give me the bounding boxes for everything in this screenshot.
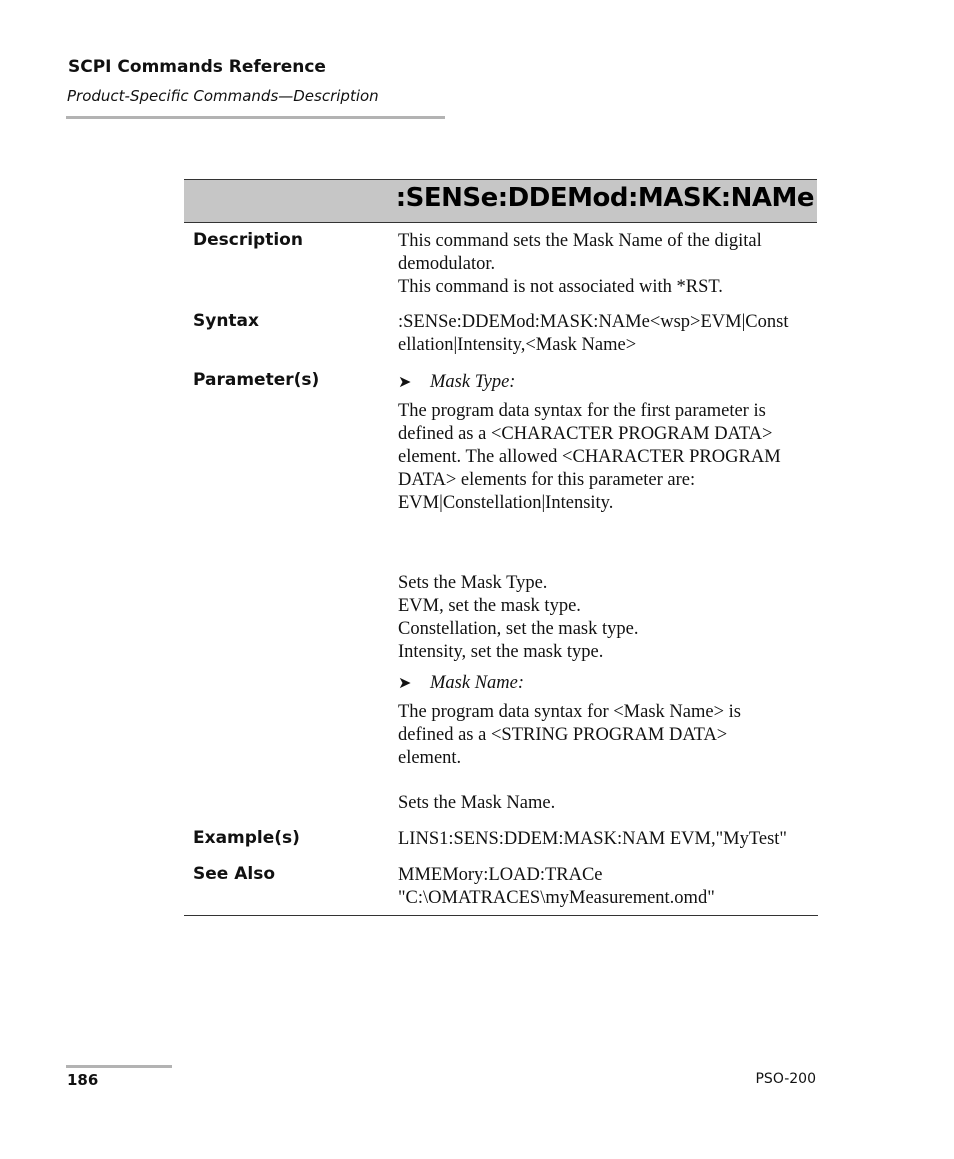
paragraph-line: The program data syntax for <Mask Name> is (398, 702, 741, 722)
paragraph-line: defined as a <STRING PROGRAM DATA> (398, 725, 728, 745)
paragraph-line: DATA> elements for this parameter are: (398, 470, 696, 490)
arrowhead-right-icon: ➤ (398, 673, 412, 692)
paragraph-line: defined as a <CHARACTER PROGRAM DATA> (398, 424, 773, 444)
paragraph-line: Constellation, set the mask type. (398, 619, 639, 639)
page-number: 186 (67, 1071, 99, 1089)
syntax-text (398, 311, 818, 357)
paragraph-line: Sets the Mask Type. (398, 573, 548, 593)
description-line: This command sets the Mask Name of the digital (398, 231, 762, 251)
command-title: :SENSe:DDEMod:MASK:NAMe (395, 183, 814, 213)
see-also-line: "C:\OMATRACES\myMeasurement.omd" (398, 888, 715, 908)
header-divider (66, 116, 445, 119)
mask-name-values-paragraph (398, 792, 818, 815)
description-line: This command is not associated with *RST. (398, 277, 723, 297)
running-header-title: SCPI Commands Reference (68, 57, 326, 77)
product-name: PSO-200 (755, 1071, 816, 1087)
examples-label: Example(s) (193, 828, 300, 848)
parameters-label: Parameter(s) (193, 370, 320, 390)
mask-type-syntax-paragraph (398, 400, 818, 515)
description-text (398, 230, 818, 299)
mask-type-heading-text: Mask Type: (430, 372, 516, 392)
arrowhead-right-icon: ➤ (398, 372, 412, 391)
description-line: demodulator. (398, 254, 496, 274)
paragraph-line: element. The allowed <CHARACTER PROGRAM (398, 447, 781, 467)
see-also-label: See Also (193, 864, 276, 884)
see-also-line: MMEMory:LOAD:TRACe (398, 865, 603, 885)
paragraph-line: EVM|Constellation|Intensity. (398, 493, 614, 513)
paragraph-line: Intensity, set the mask type. (398, 642, 604, 662)
command-title-bar (184, 179, 817, 223)
examples-text (398, 828, 818, 851)
syntax-label: Syntax (193, 311, 259, 331)
mask-name-heading-text: Mask Name: (430, 673, 525, 693)
running-header-subtitle: Product-Specific Commands—Description (67, 87, 379, 105)
paragraph-line: element. (398, 748, 462, 768)
footer-divider (66, 1065, 172, 1068)
mask-type-heading (398, 370, 515, 394)
syntax-line: ellation|Intensity,<Mask Name> (398, 335, 637, 355)
mask-name-syntax-paragraph (398, 701, 818, 770)
table-bottom-divider (184, 915, 818, 916)
description-label: Description (193, 230, 303, 250)
mask-name-heading (398, 671, 524, 695)
paragraph-line: Sets the Mask Name. (398, 793, 556, 813)
syntax-line: :SENSe:DDEMod:MASK:NAMe<wsp>EVM|Const (398, 312, 789, 332)
paragraph-line: The program data syntax for the first parameter is (398, 401, 766, 421)
example-line: LINS1:SENS:DDEM:MASK:NAM EVM,"MyTest" (398, 829, 787, 849)
see-also-text (398, 864, 818, 910)
paragraph-line: EVM, set the mask type. (398, 596, 581, 616)
mask-type-values-paragraph (398, 572, 818, 664)
